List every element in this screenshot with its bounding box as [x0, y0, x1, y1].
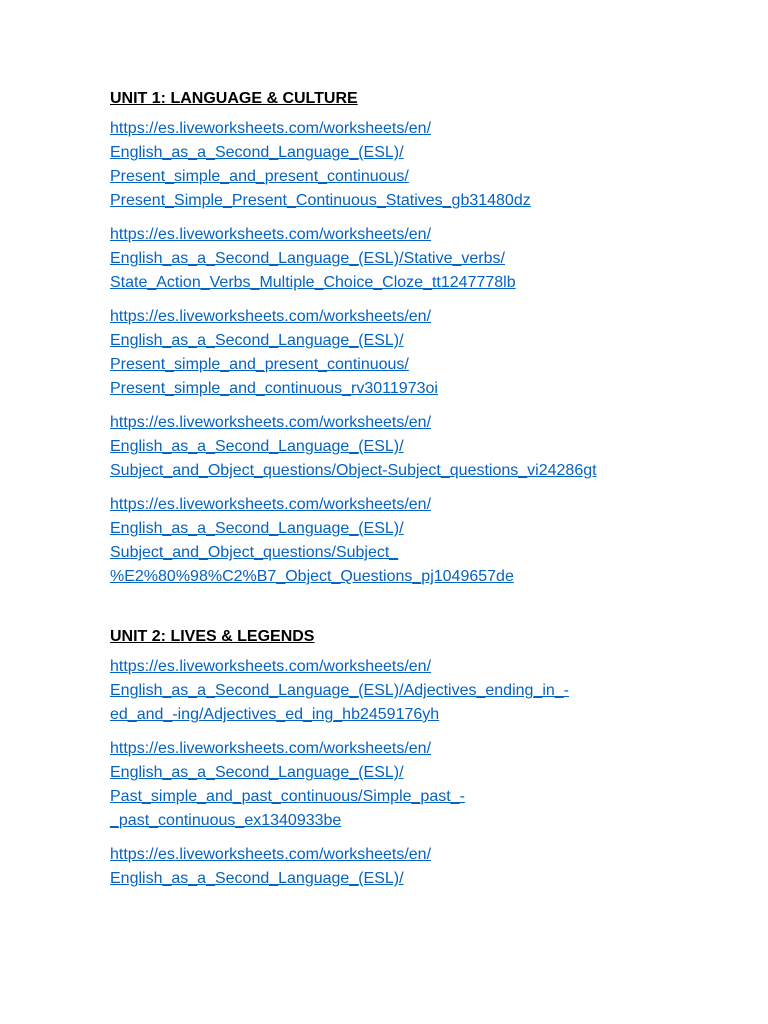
link-line[interactable]: https://es.liveworksheets.com/worksheets/en/ — [110, 496, 432, 513]
unit-1-link-2[interactable] — [110, 223, 750, 295]
link-line[interactable]: https://es.liveworksheets.com/worksheets/en/ — [110, 226, 432, 243]
unit-2-link-1[interactable] — [110, 655, 750, 727]
link-line[interactable]: https://es.liveworksheets.com/worksheets/en/ — [110, 414, 432, 431]
link-line[interactable]: Present_Simple_Present_Continuous_Statives_gb31480dz — [110, 192, 531, 209]
link-line[interactable]: Subject_and_Object_questions/Object-Subject_questions_vi24286gt — [110, 462, 597, 479]
link-line[interactable]: https://es.liveworksheets.com/worksheets/en/ — [110, 658, 432, 675]
unit-1-link-5[interactable] — [110, 493, 750, 589]
unit-1-link-4[interactable] — [110, 411, 750, 483]
link-line[interactable]: Subject_and_Object_questions/Subject_ — [110, 544, 399, 561]
link-line[interactable]: %E2%80%98%C2%B7_Object_Questions_pj1049657de — [110, 568, 514, 585]
link-line[interactable]: Past_simple_and_past_continuous/Simple_past_- — [110, 788, 465, 805]
link-line[interactable]: English_as_a_Second_Language_(ESL)/ — [110, 144, 404, 161]
unit-2-link-3[interactable] — [110, 843, 750, 891]
link-line[interactable]: Present_simple_and_continuous_rv3011973oi — [110, 380, 438, 397]
link-line[interactable]: English_as_a_Second_Language_(ESL)/ — [110, 438, 404, 455]
link-line[interactable]: https://es.liveworksheets.com/worksheets/en/ — [110, 740, 432, 757]
link-line[interactable]: Present_simple_and_present_continuous/ — [110, 168, 409, 185]
link-line[interactable]: English_as_a_Second_Language_(ESL)/Stative_verbs/ — [110, 250, 505, 267]
link-line[interactable]: English_as_a_Second_Language_(ESL)/ — [110, 870, 404, 887]
link-line[interactable]: English_as_a_Second_Language_(ESL)/ — [110, 520, 404, 537]
unit-2-link-2[interactable] — [110, 737, 750, 833]
link-line[interactable]: English_as_a_Second_Language_(ESL)/Adjectives_ending_in_- — [110, 682, 570, 699]
link-line[interactable]: https://es.liveworksheets.com/worksheets/en/ — [110, 308, 432, 325]
unit-1-link-3[interactable] — [110, 305, 750, 401]
unit-2-heading: UNIT 2: LIVES & LEGENDS — [110, 628, 315, 645]
unit-1-link-1[interactable] — [110, 117, 750, 213]
link-line[interactable]: Present_simple_and_present_continuous/ — [110, 356, 409, 373]
link-line[interactable]: ed_and_-ing/Adjectives_ed_ing_hb2459176yh — [110, 706, 440, 723]
document-content — [110, 87, 750, 901]
link-line[interactable]: English_as_a_Second_Language_(ESL)/ — [110, 764, 404, 781]
link-line[interactable]: State_Action_Verbs_Multiple_Choice_Cloze_tt1247778lb — [110, 274, 516, 291]
unit-1-heading: UNIT 1: LANGUAGE & CULTURE — [110, 90, 358, 107]
link-line[interactable]: https://es.liveworksheets.com/worksheets/en/ — [110, 120, 432, 137]
link-line[interactable]: _past_continuous_ex1340933be — [110, 812, 342, 829]
link-line[interactable]: English_as_a_Second_Language_(ESL)/ — [110, 332, 404, 349]
link-line[interactable]: https://es.liveworksheets.com/worksheets/en/ — [110, 846, 432, 863]
